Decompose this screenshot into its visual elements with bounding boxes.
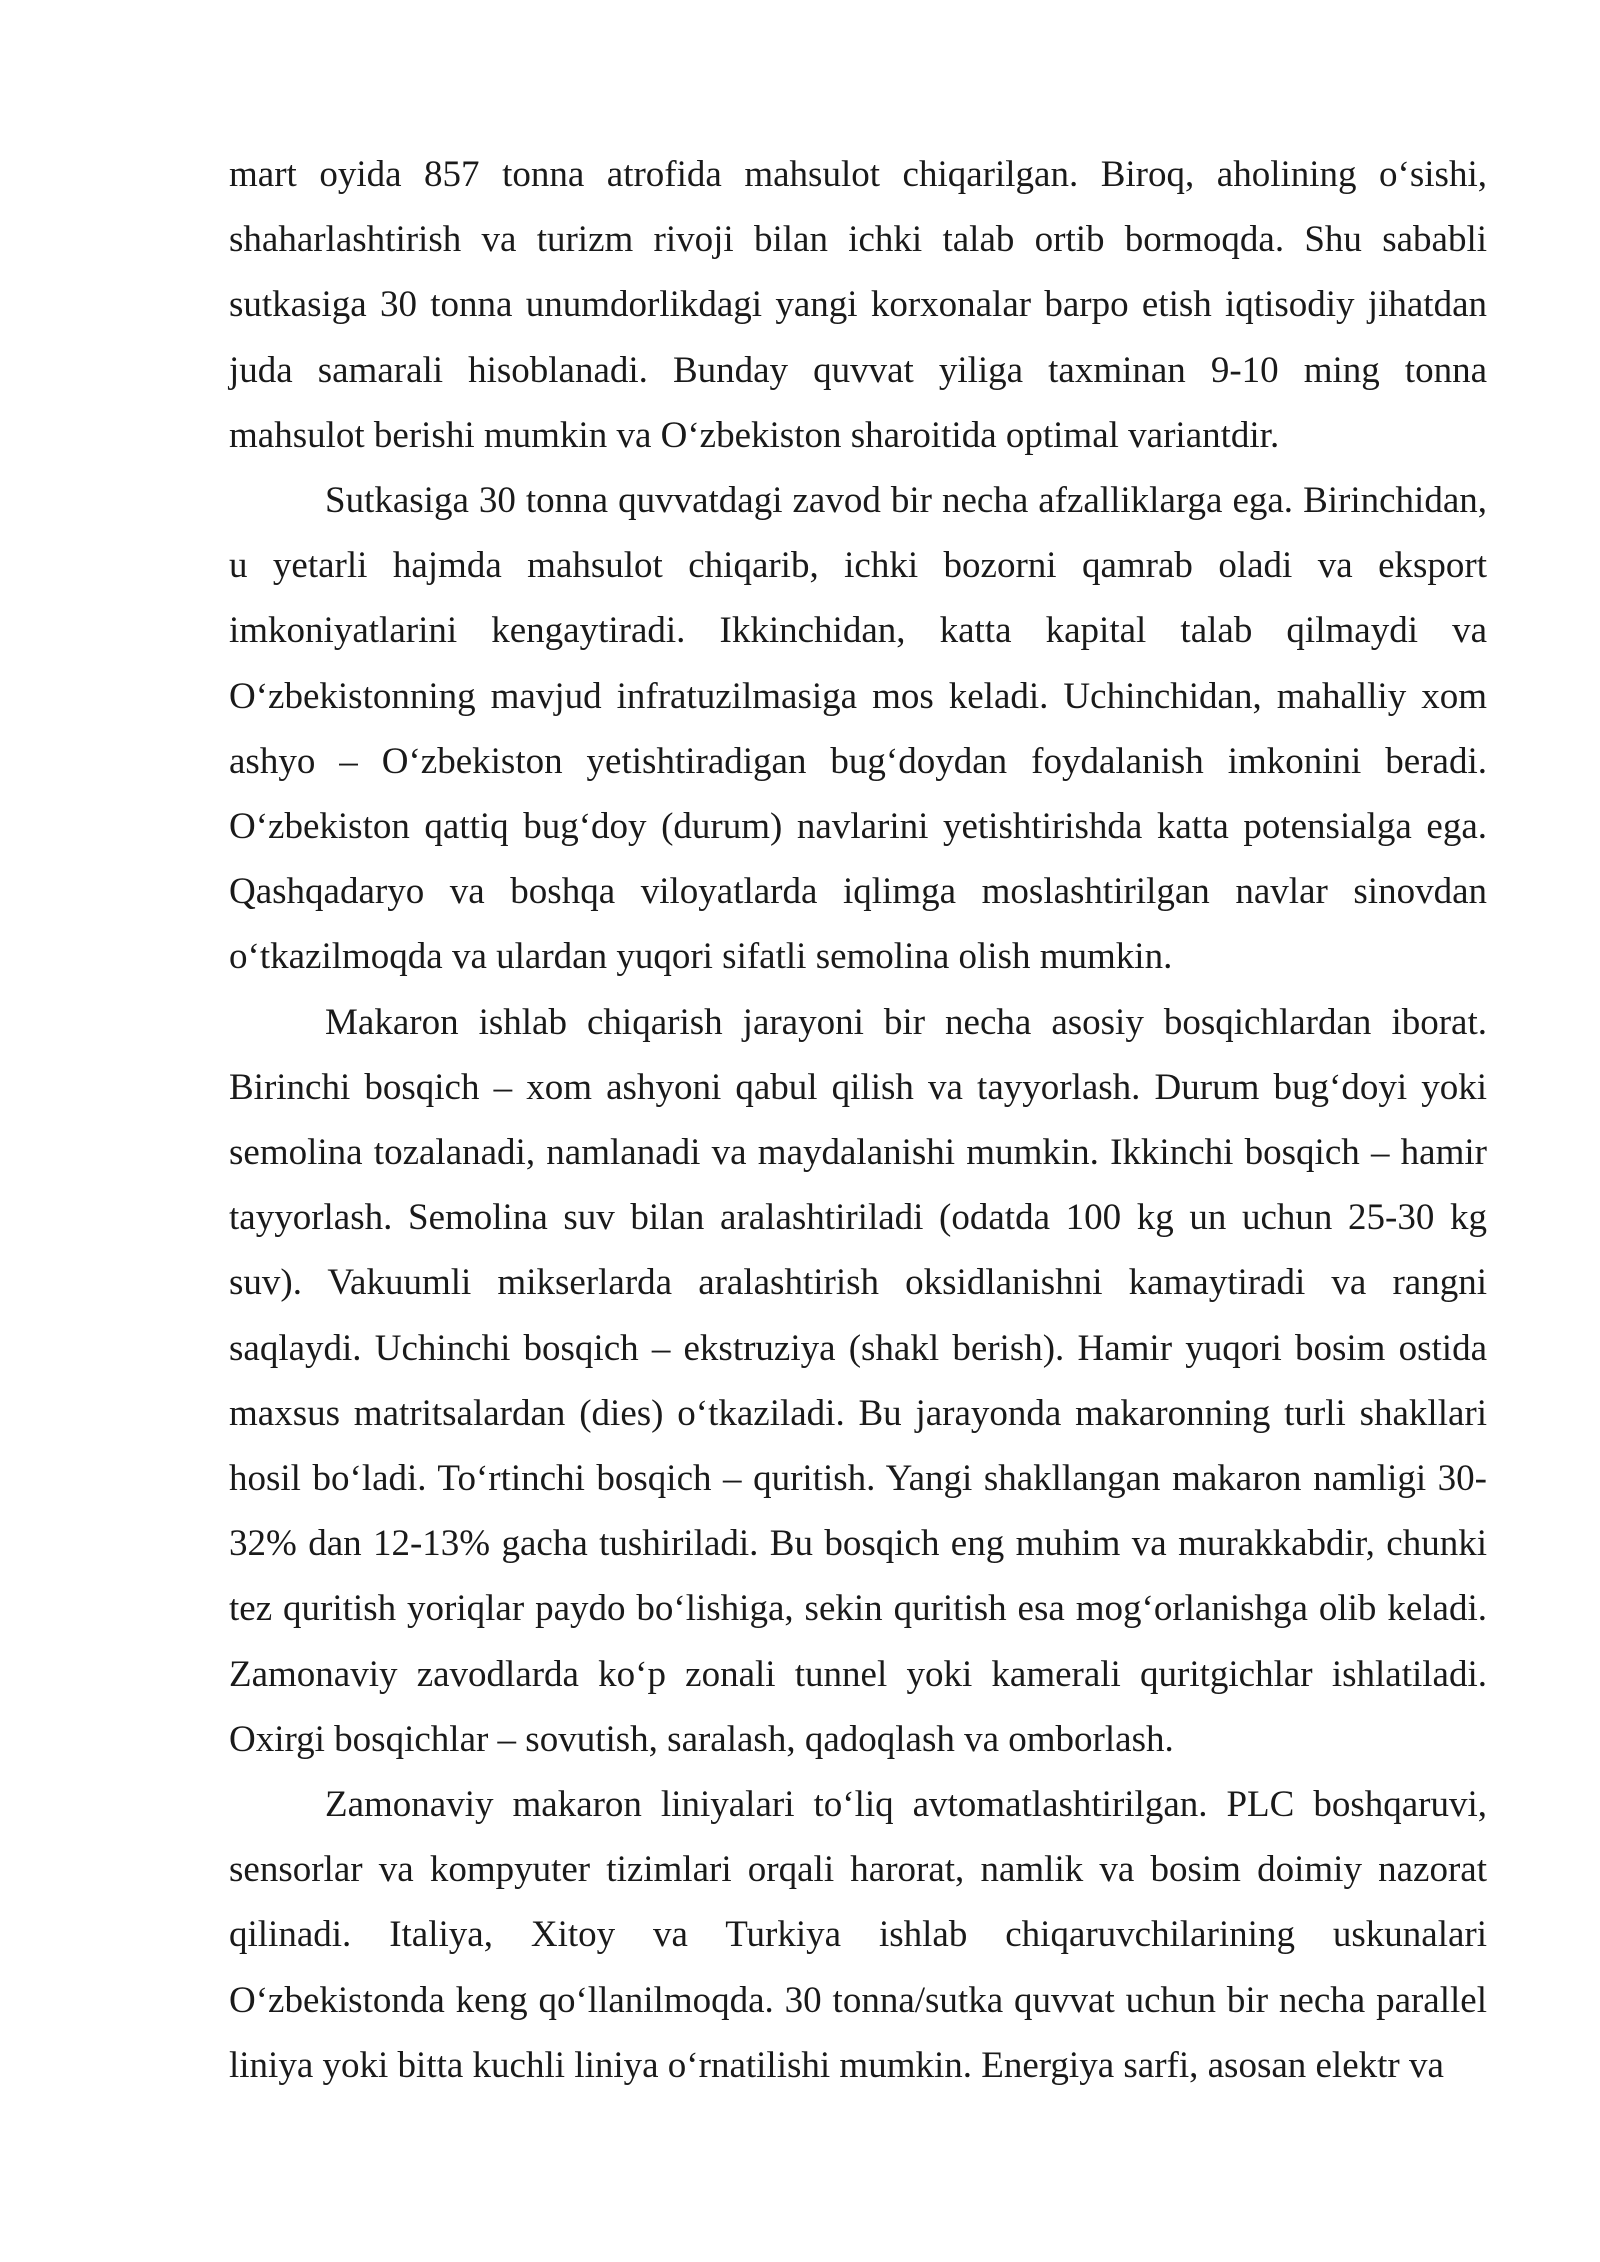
document-body (229, 142, 1487, 2098)
paragraph-production-stages: Makaron ishlab chiqarish jarayoni bir necha asosiy bosqichlardan iborat. Birinchi bosqich – xom ashyoni qabul qilish va tayyorlash. Durum bug‘doyi yoki semolina tozalanadi, namlanadi va maydalanishi mumkin. Ikkinchi bosqich – hamir tayyorlash. Semolina suv bilan aralashtiriladi (odatda 100 kg un uchun 25-30 kg suv). Vakuumli mikserlarda aralashtirish oksidlanishni kamaytiradi va rangni saqlaydi. Uchinchi bosqich – ekstruziya (shakl berish). Hamir yuqori bosim ostida maxsus matritsalardan (dies) o‘tkaziladi. Bu jarayonda makaronning turli shakllari hosil bo‘ladi. To‘rtinchi bosqich – quritish. Yangi shakllangan makaron namligi 30-32% dan 12-13% gacha tushiriladi. Bu bosqich eng muhim va murakkabdir, chunki tez quritish yoriqlar paydo bo‘lishiga, sekin quritish esa mog‘orlanishga olib keladi. Zamonaviy zavodlarda ko‘p zonali tunnel yoki kamerali quritgichlar ishlatiladi. Oxirgi bosqichlar – sovutish, saralash, qadoqlash va omborlash. (229, 1001, 1487, 1760)
paragraph-plant-advantages: Sutkasiga 30 tonna quvvatdagi zavod bir necha afzalliklarga ega. Birinchidan, u yetarli hajmda mahsulot chiqarib, ichki bozorni qamrab oladi va eksport imkoniyatlarini kengaytiradi. Ikkinchidan, katta kapital talab qilmaydi va O‘zbekistonning mavjud infratuzilmasiga mos keladi. Uchinchidan, mahalliy xom ashyo – O‘zbekiston yetishtiradigan bug‘doydan foydalanish imkonini beradi. O‘zbekiston qattiq bug‘doy (durum) navlarini yetishtirishda katta potensialga ega. Qashqadaryo va boshqa viloyatlarda iqlimga moslashtirilgan navlar sinovdan o‘tkazilmoqda va ulardan yuqori sifatli semolina olish mumkin. (229, 480, 1487, 978)
paragraph-continuation: mart oyida 857 tonna atrofida mahsulot chiqarilgan. Biroq, aholining o‘sishi, shaharlashtirish va turizm rivoji bilan ichki talab ortib bormoqda. Shu sababli sutkasiga 30 tonna unumdorlikdagi yangi korxonalar barpo etish iqtisodiy jihatdan juda samarali hisoblanadi. Bunday quvvat yiliga taxminan 9-10 ming tonna mahsulot berishi mumkin va O‘zbekiston sharoitida optimal variantdir. (229, 154, 1487, 456)
paragraph-automation: Zamonaviy makaron liniyalari to‘liq avtomatlashtirilgan. PLC boshqaruvi, sensorlar va kompyuter tizimlari orqali harorat, namlik va bosim doimiy nazorat qilinadi. Italiya, Xitoy va Turkiya ishlab chiqaruvchilarining uskunalari O‘zbekistonda keng qo‘llanilmoqda. 30 tonna/sutka quvvat uchun bir necha parallel liniya yoki bitta kuchli liniya o‘rnatilishi mumkin. Energiya sarfi, asosan elektr va (229, 1784, 1487, 2086)
